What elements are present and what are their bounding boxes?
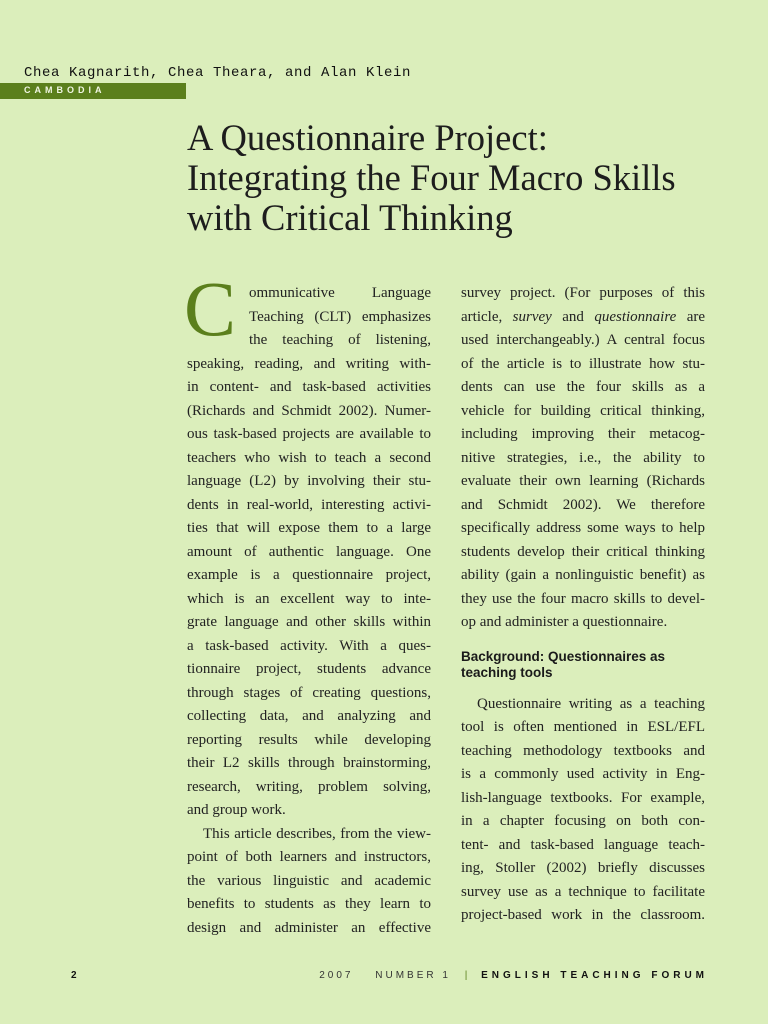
text-line: reporting results while developing [187,731,431,748]
text-line: they use the four macro skills to devel- [461,590,705,607]
text-line: of the article is to illustrate how stu- [461,355,705,372]
title-line: A Questionnaire Project: [187,117,548,158]
text-line: Questionnaire writing as a teaching [477,695,705,712]
text-line: specifically address some ways to help [461,520,705,536]
text-line: dents in real-world, interesting activi- [187,496,431,513]
text-line: speaking, reading, and writing with- [187,355,431,372]
text-line: students develop their critical thinking [461,543,705,560]
text-line: tionnaire project, students advance [187,661,431,677]
text-line: project-based work in the classroom. [461,907,705,923]
right-column [461,282,705,928]
text-line: This article describes, from the view- [203,825,431,842]
heading-line: Background: Questionnaires as [461,648,666,664]
footer-citation [319,970,708,981]
text-line: through stages of creating questions, [187,684,431,701]
text-line: grate language and other skills within [187,614,431,630]
heading-line: teaching tools [461,664,553,680]
title-line: Integrating the Four Macro Skills [187,157,676,198]
text-line: vehicle for building critical thinking, [461,402,705,419]
text-line: Teaching (CLT) emphasizes [249,308,431,325]
text-line: survey use as a technique to facilitate [461,883,705,900]
footer-separator: | [464,970,468,981]
footer-journal: ENGLISH TEACHING FORUM [481,970,708,981]
text-line: teachers who wish to teach a second [187,449,431,466]
text-line: research, writing, problem solving, [187,778,431,795]
italic-term: questionnaire [594,308,677,325]
text-line: nitive strategies, i.e., the ability to [461,449,705,466]
text-line: and group work. [187,802,286,818]
text-line: is a commonly used activity in Eng- [461,766,705,782]
text-line: lish-language textbooks. For example, [461,789,705,806]
text-line: benefits to students as they learn to [187,896,431,912]
text-line: tool is often mentioned in ESL/EFL [461,719,705,735]
italic-term: survey [512,308,552,325]
text-line: language (L2) by involving their stu- [187,473,431,489]
text-line: teaching methodology textbooks and [461,742,705,759]
text-line: in a chapter focusing on both con- [461,813,705,829]
left-column [184,265,431,940]
drop-cap: C [184,265,237,352]
page-number: 2 [71,970,77,981]
section-heading [461,649,705,681]
text-line: ties that will expose them to a large [187,520,431,536]
text-line: a task-based activity. With a ques- [187,637,431,654]
text-line: design and administer an effective [187,919,431,936]
text-line: the various linguistic and academic [187,872,431,889]
text-line: including improving their metacog- [461,426,705,442]
text-line: the teaching of listening, [249,332,431,348]
text-line: (Richards and Schmidt 2002). Numer- [187,402,431,419]
country-label: CAMBODIA [24,85,106,95]
text-line: article, survey and questionnaire are [461,308,705,325]
text-line: and Schmidt 2002). We therefore [461,496,705,513]
text-line: used interchangeably.) A central focus [461,332,705,348]
text-line: which is an excellent way to inte- [187,590,431,607]
authors-line: Chea Kagnarith, Chea Theara, and Alan Klein [24,65,412,81]
text-line: op and administer a questionnaire. [461,614,668,630]
text-line: evaluate their own learning (Richards [461,473,705,489]
text-line: ing, Stoller (2002) briefly discusses [461,860,705,876]
article-title [187,118,747,238]
text-line: example is a questionnaire project, [187,567,431,583]
text-line: amount of authentic language. One [187,543,431,560]
text-line: ability (gain a nonlinguistic benefit) as [461,567,705,583]
text-line: dents can use the four skills as a [461,379,705,395]
text-line: tent- and task-based language teach- [461,836,705,853]
page-footer [0,970,768,986]
text-line: point of both learners and instructors, [187,849,431,865]
text-line: ous task-based projects are available to [187,426,431,442]
text-line: collecting data, and analyzing and [187,708,431,724]
text-line: their L2 skills through brainstorming, [187,755,431,771]
footer-issue: NUMBER 1 [375,970,451,981]
text-line: in content- and task-based activities [187,379,431,395]
text-line: ommunicative Language [249,285,431,301]
title-line: with Critical Thinking [187,197,513,238]
footer-year: 2007 [319,970,354,981]
text-line: survey project. (For purposes of this [461,285,705,301]
